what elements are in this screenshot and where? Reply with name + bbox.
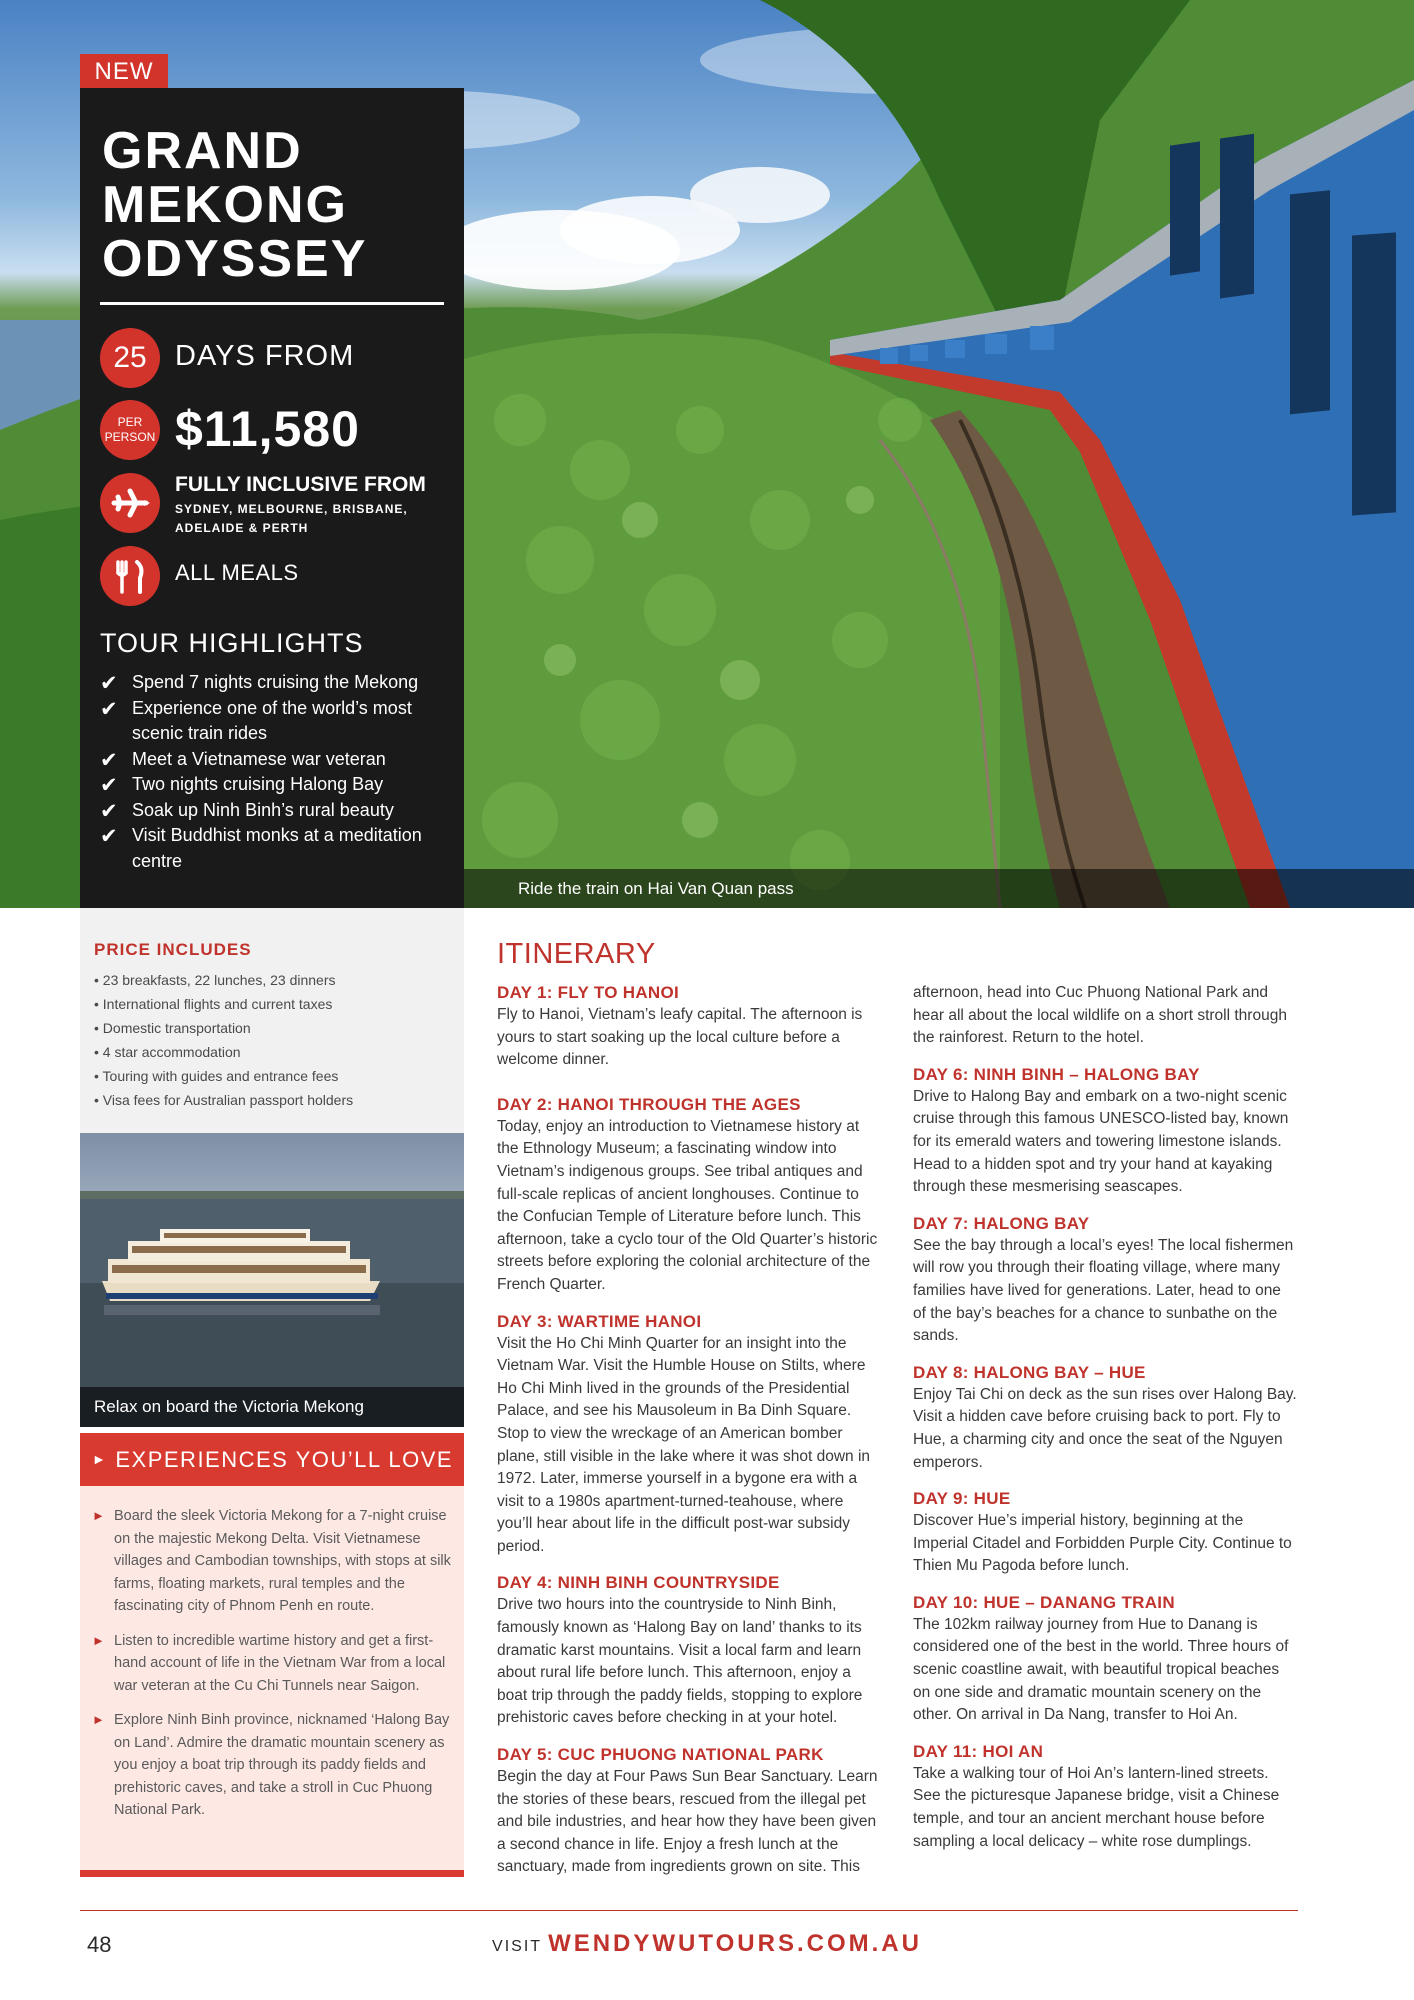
highlight-text: Visit Buddhist monks at a meditation centre — [132, 825, 422, 871]
highlight-item — [100, 670, 450, 696]
tour-title — [102, 124, 442, 286]
plane-icon — [100, 473, 160, 533]
tour-info-panel — [80, 88, 464, 908]
experiences-bottom-rule — [80, 1870, 464, 1877]
check-icon: ✔ — [100, 697, 118, 721]
day-title: DAY 5: CUC PHUONG NATIONAL PARK — [497, 1745, 824, 1765]
page-number: 48 — [87, 1932, 112, 1957]
price-include-item: • Touring with guides and entrance fees — [94, 1068, 339, 1084]
experiences-list — [92, 1505, 452, 1834]
highlight-text: Two nights cruising Halong Bay — [132, 774, 384, 794]
triangle-bullet-icon: ► — [92, 1712, 105, 1727]
hero-caption: Ride the train on Hai Van Quan pass — [464, 869, 1414, 908]
price-includes-box — [80, 908, 464, 1133]
highlights-list — [100, 670, 450, 874]
experience-text: Board the sleek Victoria Mekong for a 7-night cruise on the majestic Mekong Delta. Visit Vietnamese villages and Cambodian townships, with stops at silk farms, floating markets, rural temples and the fascinating city of Phnom Penh en route. — [114, 1508, 451, 1614]
highlights-heading: TOUR HIGHLIGHTS — [100, 628, 364, 658]
triangle-bullet-icon: ► — [92, 1632, 105, 1648]
itinerary-day — [913, 1741, 1297, 1853]
tour-title-line: GRAND — [102, 122, 303, 180]
itinerary-heading: ITINERARY — [497, 938, 656, 970]
price-include-item: • 4 star accommodation — [94, 1044, 241, 1060]
day-text: Drive to Halong Bay and embark on a two-night scenic cruise through this famous UNESCO-listed bay, known for its emerald waters and towering limestone islands. Head to a hidden spot and try your hand at kayaking through these mesmerising seascapes. — [913, 1087, 1289, 1196]
itinerary-day — [497, 1572, 881, 1730]
day-title: DAY 9: HUE — [913, 1489, 1011, 1509]
experiences-heading: EXPERIENCES YOU’LL LOVE — [115, 1447, 454, 1472]
check-icon: ✔ — [100, 799, 118, 823]
itinerary-day — [913, 1213, 1297, 1348]
price-include-item: • Domestic transportation — [94, 1020, 251, 1036]
price-includes-list — [94, 968, 450, 1112]
experiences-heading-bar — [80, 1433, 464, 1486]
highlight-item — [100, 696, 450, 747]
river-cruise-ship-illustration — [80, 1133, 464, 1427]
departure-cities: SYDNEY, MELBOURNE, BRISBANE, ADELAIDE & PERTH — [175, 502, 408, 535]
triangle-bullet-icon: ► — [92, 1508, 105, 1523]
check-icon: ✔ — [100, 748, 118, 772]
day-title: DAY 7: HALONG BAY — [913, 1213, 1090, 1233]
itinerary-column-1 — [497, 982, 881, 1893]
itinerary-day — [913, 1064, 1297, 1199]
highlight-text: Meet a Vietnamese war veteran — [132, 748, 386, 769]
experience-text: Listen to incredible wartime history and get a first-hand account of life in the Vietnam War from a local war veteran at the Cu Chi Tunnels near Saigon. — [114, 1632, 446, 1694]
tour-price: $11,580 — [175, 401, 360, 457]
footer-divider — [80, 1910, 1298, 1911]
day-text: Begin the day at Four Paws Sun Bear Sanctuary. Learn the stories of these bears, rescued from the illegal pet and bile industries, and hear how they have been given a second chance in life. Enjoy a fresh lunch at the sanctuary, made from ingredients grown on site. This — [497, 1768, 878, 1876]
itinerary-day — [497, 1094, 881, 1297]
price-include-item: • Visa fees for Australian passport holders — [94, 1092, 354, 1108]
days-badge: 25 — [100, 328, 160, 388]
highlight-item — [100, 798, 450, 824]
day-title: DAY 11: HOI AN — [913, 1741, 1044, 1761]
check-icon: ✔ — [100, 825, 118, 848]
day-text-continued: afternoon, head into Cuc Phuong National Park and hear all about the local wildlife on a short stroll through the rainforest. Return to the hotel. — [913, 984, 1287, 1047]
experience-text: Explore Ninh Binh province, nicknamed ‘Halong Bay on Land’. Admire the dramatic mountain scenery as you enjoy a boat trip through its paddy fields and prehistoric caves, and take a stroll in Cuc Phuong National Park. — [114, 1712, 450, 1818]
day-text: Enjoy Tai Chi on deck as the sun rises over Halong Bay. Visit a hidden cave before cruising back to port. Fly to Hue, a charming city and once the seat of the Nguyen emperors. — [913, 1385, 1297, 1471]
tour-title-line: ODYSSEY — [102, 230, 368, 288]
experience-item — [92, 1505, 452, 1618]
itinerary-day — [497, 1311, 881, 1559]
itinerary-day — [913, 1488, 1297, 1578]
day-text: See the bay through a local’s eyes! The local fishermen will row you through their floating village, where many families have lived for generations. Later, head to one of the bay’s beaches for a chance to sunbathe on the sands. — [913, 1236, 1294, 1345]
ship-caption: Relax on board the Victoria Mekong — [80, 1387, 464, 1427]
day-text: Visit the Ho Chi Minh Quarter for an insight into the Vietnam War. Visit the Humble House on Stilts, where Ho Chi Minh lived in the grounds of the Presidential Palace, and see his Mausoleum in Ba Dinh Square. Stop to view the wreckage of an American bomber plane, still visible in the lake where it was shot down in 1972. Later, immerse yourself in a bygone era with a visit to a 1980s apartment-turned-teahouse, where you’ll hear about life in the difficult post-war subsidy period. — [497, 1334, 871, 1555]
ship-photo — [80, 1133, 464, 1427]
price-include-item: • International flights and current taxes — [94, 996, 333, 1012]
day-title: DAY 2: HANOI THROUGH THE AGES — [497, 1094, 801, 1114]
price-include-item: • 23 breakfasts, 22 lunches, 23 dinners — [94, 972, 336, 988]
highlight-text: Soak up Ninh Binh’s rural beauty — [132, 799, 394, 820]
triangle-bullet-icon: ► — [92, 1451, 108, 1467]
experience-item — [92, 1709, 452, 1822]
experience-item — [92, 1630, 452, 1698]
day-text: Drive two hours into the countryside to Ninh Binh, famously known as ‘Halong Bay on land’ thanks to its dramatic karst mountains. Visit a local farm and learn about rural life before lunch. This afternoon, enjoy a boat trip through the paddy fields, stopping to explore prehistoric caves before checking in at your hotel. — [497, 1596, 863, 1727]
day-title: DAY 10: HUE – DANANG TRAIN — [913, 1592, 1175, 1612]
fork-knife-icon — [100, 546, 160, 606]
title-divider — [100, 302, 444, 305]
day-text: Today, enjoy an introduction to Vietnamese history at the Ethnology Museum; a fascinating window into Vietnam’s indigenous groups. See tribal antiques and full-scale replicas of ancient longhouses. Continue to the Confucian Temple of Literature before lunch. This afternoon, take a cyclo tour of the Old Quarter’s historic streets before exploring the colonial architecture of the French Quarter. — [497, 1117, 878, 1293]
itinerary-day — [913, 1362, 1297, 1474]
footer-visit — [0, 1930, 1414, 1958]
days-label: DAYS FROM — [175, 340, 355, 372]
itinerary-day — [497, 982, 881, 1072]
per-person-badge: PER PERSON — [100, 400, 160, 460]
highlight-item — [100, 823, 450, 874]
itinerary-day — [913, 1592, 1297, 1727]
day-text: Take a walking tour of Hoi An’s lantern-lined streets. See the picturesque Japanese bridge, visit a Chinese temple, and tour an ancient merchant house before sampling a local delicacy – white rose dumplings. — [913, 1764, 1280, 1850]
highlight-item — [100, 772, 450, 798]
price-includes-heading: PRICE INCLUDES — [94, 940, 252, 959]
highlight-item — [100, 747, 450, 773]
day-text: Fly to Hanoi, Vietnam’s leafy capital. The afternoon is yours to start soaking up the local culture before a welcome dinner. — [497, 1006, 863, 1069]
visit-label: VISIT — [492, 1938, 543, 1955]
experiences-box — [80, 1433, 464, 1877]
day-text: The 102km railway journey from Hue to Danang is considered one of the best in the world. Three hours of scenic coastline await, with beautiful tropical beaches on one side and dramatic mountain scenery on the other. On arrival in Da Nang, transfer to Hoi An. — [913, 1615, 1289, 1724]
day-title: DAY 1: FLY TO HANOI — [497, 983, 680, 1002]
itinerary-day — [497, 1744, 881, 1879]
day-title: DAY 8: HALONG BAY – HUE — [913, 1362, 1146, 1382]
check-icon: ✔ — [100, 672, 118, 695]
inclusive-label: FULLY INCLUSIVE FROM — [175, 473, 426, 496]
check-icon: ✔ — [100, 774, 118, 797]
day-text: Discover Hue’s imperial history, beginning at the Imperial Citadel and Forbidden Purple City. Continue to Thien Mu Pagoda before lunch. — [913, 1512, 1292, 1575]
website-link[interactable]: WENDYWUTOURS.COM.AU — [548, 1930, 922, 1957]
itinerary-column-2 — [913, 982, 1297, 1867]
meals-label: ALL MEALS — [175, 560, 299, 585]
highlight-text: Experience one of the world’s most scenic train rides — [132, 697, 412, 743]
day-title: DAY 4: NINH BINH COUNTRYSIDE — [497, 1573, 780, 1593]
day-title: DAY 3: WARTIME HANOI — [497, 1311, 702, 1331]
new-badge: NEW — [80, 54, 168, 88]
day-title: DAY 6: NINH BINH – HALONG BAY — [913, 1064, 1200, 1084]
tour-title-line: MEKONG — [102, 176, 348, 234]
highlight-text: Spend 7 nights cruising the Mekong — [132, 672, 419, 692]
